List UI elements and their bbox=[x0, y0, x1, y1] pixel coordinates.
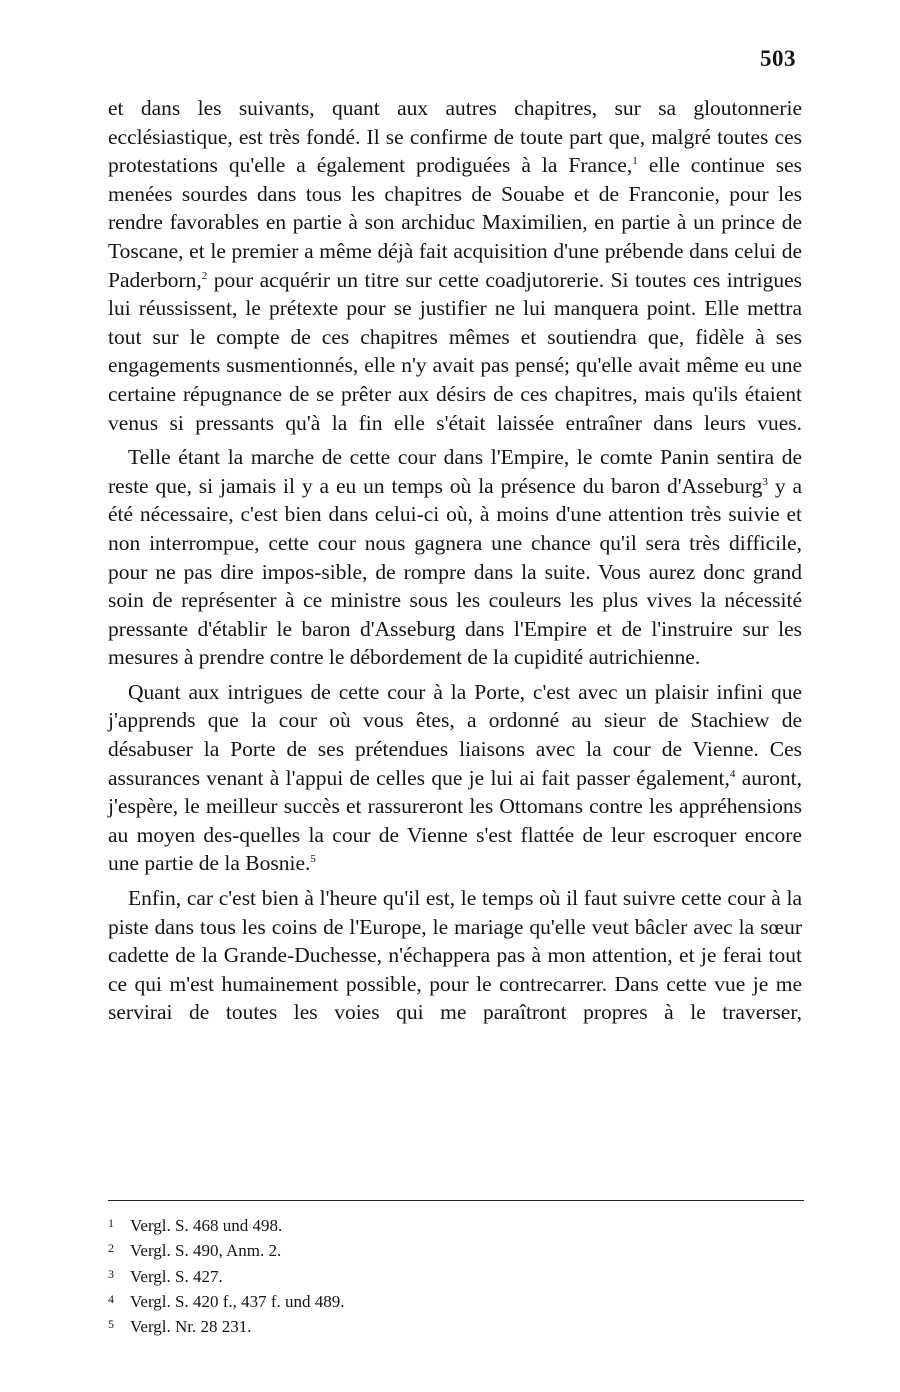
line: ecclésiastique, est très fondé. Il se confirme de toute part que, malgré bbox=[108, 124, 711, 149]
footnote-ref-2: 2 bbox=[201, 269, 208, 282]
paragraph-1 bbox=[108, 94, 802, 437]
line: n'échappera pas à mon attention, et je ferai tout ce qui m'est bbox=[108, 943, 802, 996]
footnote-ref-4: 4 bbox=[729, 767, 736, 780]
footnote-text: Vergl. S. 468 und 498. bbox=[130, 1216, 283, 1235]
paragraph-4 bbox=[108, 884, 802, 1027]
footnote-ref-1: 1 bbox=[632, 155, 638, 168]
line: partie de la Bosnie. bbox=[144, 851, 311, 876]
footnote bbox=[108, 1263, 708, 1288]
line: Quant aux intrigues de cette cour à la Porte, c'est avec un plaisir bbox=[128, 679, 709, 704]
line: pressante d'établir le baron d'Asseburg dans l'Empire et de l'instruire bbox=[108, 616, 733, 641]
footnote-mark: 5 bbox=[108, 1317, 114, 1332]
line: servirai de toutes les voies qui me paraîtront propres à le traverser, bbox=[108, 1000, 802, 1025]
line: baron d'Asseburg bbox=[611, 473, 763, 498]
line: la fin elle s'était laissée entraîner dans leurs vues. bbox=[331, 410, 803, 435]
footnote-text: Vergl. S. 420 f., 437 f. und 489. bbox=[130, 1291, 345, 1311]
line: y a été nécessaire, c'est bien dans celui-ci où, à bbox=[108, 473, 803, 527]
line: qu'elle avait même eu une certaine répugnance de se prêter aux bbox=[108, 353, 803, 406]
line: réussissent, le prétexte pour se justifier ne lui manquera point. Elle bbox=[138, 296, 739, 321]
line: acquérir un titre sur cette coadjutorerie. Si toutes ces intrigues lui bbox=[108, 267, 802, 321]
line: mettra tout sur le compte de ces chapitres mêmes et soutiendra que, bbox=[108, 296, 802, 349]
line: autrichienne. bbox=[588, 645, 701, 670]
line: auront, j'espère, le meilleur succès et bbox=[108, 765, 803, 819]
line: sur les mesures à prendre contre le débordement de la cupidité bbox=[108, 616, 803, 670]
line: moins d'une attention très suivie et non interrompue, cette cour nous bbox=[108, 502, 803, 555]
footnote-separator bbox=[108, 1200, 804, 1201]
line: représenter à ce ministre sous les couleurs les plus vives la nécessité bbox=[181, 588, 802, 613]
paragraph-2 bbox=[108, 443, 802, 672]
line: sentira de reste que, si jamais il y a eu un temps où la présence du bbox=[108, 445, 803, 498]
line: désirs de ces chapitres, mais qu'ils étaient venus si pressants qu'à bbox=[108, 381, 802, 435]
line: cette cour à la piste dans tous les coins de l'Europe, le mariage bbox=[108, 886, 802, 939]
line: Maximilien, en partie à un prince de Toscane, et le premier a même bbox=[108, 210, 802, 263]
footnote bbox=[108, 1237, 708, 1262]
footnote bbox=[108, 1313, 708, 1338]
line: ai fait passer également, bbox=[519, 765, 730, 790]
line: toutes ces protestations qu'elle a également prodiguées à la France, bbox=[108, 124, 803, 178]
line: cour de Vienne. Ces assurances venant à l'appui de celles que je lui bbox=[108, 737, 803, 790]
line: déjà fait acquisition d'une prébende dans celui de Paderborn, bbox=[108, 238, 803, 292]
line: et dans les suivants, quant aux autres chapitres, sur sa gloutonnerie bbox=[108, 96, 802, 120]
line: et de Franconie, pour les rendre favorables en partie à son archiduc bbox=[108, 181, 802, 235]
line: pour bbox=[207, 267, 254, 292]
line: fidèle à ses engagements susmentionnés, elle n'y avait pas pensé; bbox=[108, 324, 803, 378]
line: gagnera une chance qu'il sera très difficile, pour ne pas dire impos- bbox=[108, 530, 803, 584]
line: elle continue ses menées sourdes dans tous les chapitres de Souabe bbox=[108, 153, 803, 206]
line: rassureront les Ottomans contre les appréhensions au moyen des- bbox=[108, 794, 802, 847]
footnote bbox=[108, 1288, 708, 1313]
footnote bbox=[108, 1212, 708, 1237]
line: qu'elle veut bâcler avec la sœur cadette de la Grande-Duchesse, bbox=[108, 914, 802, 968]
footnotes bbox=[108, 1212, 708, 1338]
footnote-mark: 4 bbox=[108, 1291, 114, 1306]
footnote-text: Vergl. S. 427. bbox=[130, 1266, 223, 1286]
footnote-ref-5: 5 bbox=[310, 853, 316, 866]
line: sible, de rompre dans la suite. Vous aurez donc grand soin de bbox=[108, 559, 802, 613]
line: Stachiew de désabuser la Porte de ses prétendues liaisons avec la bbox=[108, 708, 803, 762]
paragraph-3 bbox=[108, 678, 802, 878]
line: quelles la cour de Vienne s'est flattée de leur escroquer encore une bbox=[108, 822, 803, 876]
footnote-mark: 1 bbox=[108, 1216, 114, 1230]
line: humainement possible, pour le contrecarrer. Dans cette vue je me bbox=[221, 971, 802, 996]
footnote-mark: 2 bbox=[108, 1241, 114, 1256]
footnote-ref-3: 3 bbox=[762, 475, 768, 488]
footnote-text: Vergl. Nr. 28 231. bbox=[130, 1317, 252, 1337]
body-text bbox=[108, 94, 802, 1033]
line: infini que j'apprends que la cour où vous êtes, a ordonné au sieur de bbox=[108, 679, 803, 733]
footnote-text: Vergl. S. 490, Anm. 2. bbox=[130, 1241, 282, 1261]
footnote-mark: 3 bbox=[108, 1266, 114, 1281]
line: Enfin, car c'est bien à l'heure qu'il est, le temps où il faut suivre bbox=[128, 886, 676, 911]
page-number: 503 bbox=[760, 46, 796, 71]
line: Telle étant la marche de cette cour dans l'Empire, le comte Panin bbox=[128, 445, 710, 470]
